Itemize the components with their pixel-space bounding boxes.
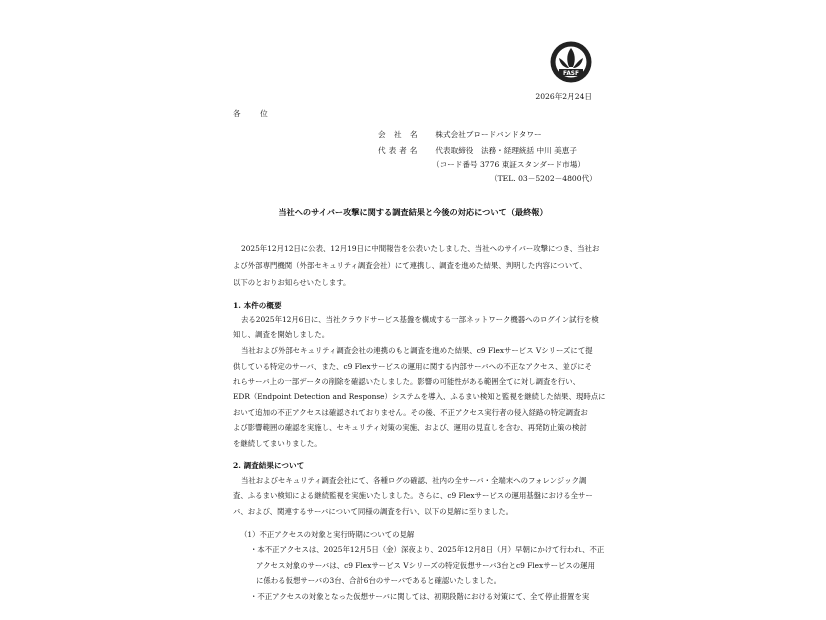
bullet-line: ・不正アクセスの対象となった仮想サーバに関しては、初期段階における対策にて、全て停止措置を実: [250, 592, 590, 601]
representative-value: 代表取締役 法務・経理統括 中川 美恵子: [435, 146, 577, 155]
section-1-line: 知し、調査を開始しました。: [233, 330, 330, 339]
company-name-label: 会 社 名: [378, 130, 421, 139]
section-1-line: よび影響範囲の確認を実施し、セキュリティ対策の実施、および、運用の見直しを含む、再発防止策の検討: [233, 423, 587, 432]
recipient: 各 位: [233, 109, 274, 118]
document-date: 2026年2月24日: [535, 92, 592, 101]
bullet-line: アクセス対象のサーバは、c9 Flexサービス Vシリーズの特定仮想サーバ3台とc9 Flexサービスの運用: [256, 561, 595, 570]
representative-label: 代表者名: [378, 146, 421, 155]
telephone: （TEL. 03－5202－4800代）: [490, 174, 597, 183]
intro-line: 以下のとおりお知らせいたします。: [233, 278, 351, 287]
document-title: 当社へのサイバー攻撃に関する調査結果と今後の対応について（最終報）: [278, 207, 548, 217]
section-1-line: 供している特定のサーバ、また、c9 Flexサービスの運用に関する内部サーバへの不正なアクセス、並びにそ: [233, 362, 593, 371]
section-2-subheading: （1）不正アクセスの対象と実行時期についての見解: [240, 530, 415, 539]
representative-row: [378, 147, 577, 155]
logo-mark-text: FASF: [563, 70, 579, 77]
section-2-line: 当社およびセキュリティ調査会社にて、各種ログの確認、社内の全サーバ・全端末へのフォレンジック調: [241, 476, 587, 485]
section-2-heading: 2. 調査結果について: [233, 461, 305, 470]
section-1-line: EDR（Endpoint Detection and Response）システムを導入、ふるまい検知と監視を継続した結果、現時点に: [233, 392, 606, 401]
company-name-row: [378, 131, 542, 139]
intro-line: 2025年12月12日に公表、12月19日に中間報告を公表いたしました、当社へのサイバー攻撃につき、当社お: [241, 244, 600, 253]
section-1-line: を継続してまいりました。: [233, 439, 322, 448]
section-1-line: れらサーバ上の一部データの削除を確認いたしました。影響の可能性がある範囲全てに対し調査を行い、: [233, 377, 580, 386]
intro-line: よび外部専門機関（外部セキュリティ調査会社）にて連携し、調査を進めた結果、判明した内容について、: [233, 261, 587, 270]
section-1-line: 去る2025年12月6日に、当社クラウドサービス基盤を構成する一部ネットワーク機器へのログイン試行を検: [241, 315, 599, 324]
stock-code: （コード番号 3776 東証スタンダード市場）: [432, 160, 585, 169]
section-1-heading: 1. 本件の概要: [233, 301, 282, 310]
bullet-line: に係わる仮想サーバの3台、合計6台のサーバであると確認いたしました。: [256, 576, 502, 585]
section-2-line: 査、ふるまい検知による継続監視を実施いたしました。さらに、c9 Flexサービスの運用基盤における全サー: [233, 491, 593, 500]
fasf-logo: [548, 40, 594, 92]
section-1-line: 当社および外部セキュリティ調査会社の連携のもと調査を進めた結果、c9 Flexサービス Vシリーズにて提: [241, 346, 593, 355]
bullet-line: ・本不正アクセスは、2025年12月5日（金）深夜より、2025年12月8日（月）早朝にかけて行われ、不正: [250, 545, 605, 554]
section-1-line: おいて追加の不正アクセスは確認されておりません。その後、不正アクセス実行者の侵入経路の特定調査お: [233, 408, 588, 417]
company-name-value: 株式会社ブロードバンドタワー: [435, 130, 542, 139]
section-2-line: バ、および、関連するサーバについて同様の調査を行い、以下の見解に至りました。: [233, 507, 514, 516]
